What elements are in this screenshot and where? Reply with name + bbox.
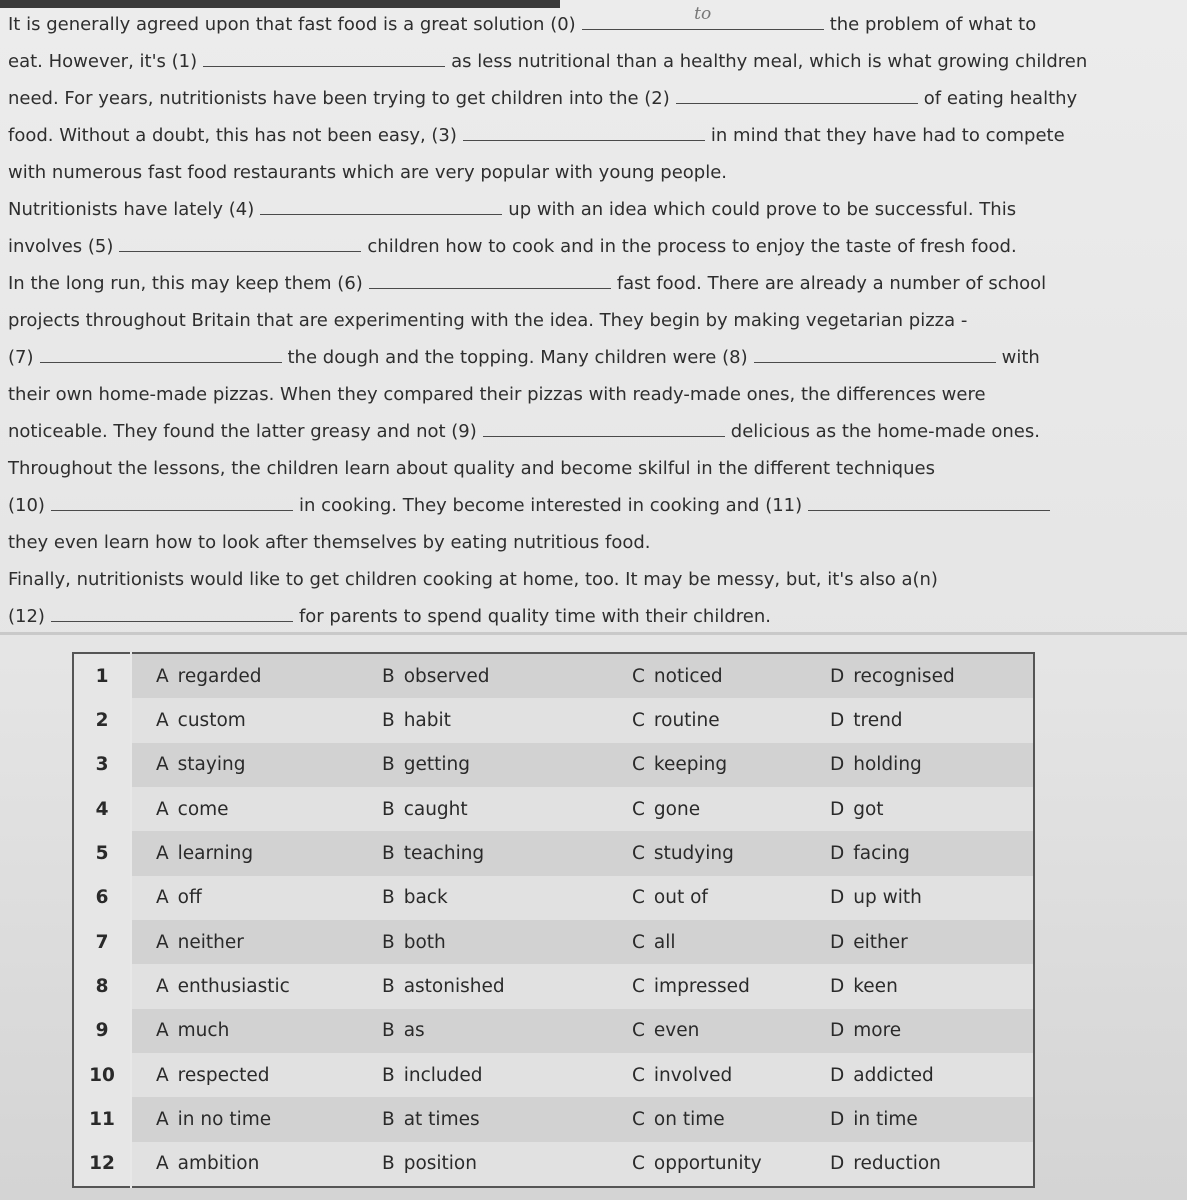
choice-word: holding [853,754,922,776]
choice-letter: D [830,887,845,909]
choice-letter: A [156,1020,169,1042]
choice-word: on time [653,1108,725,1130]
passage-text: of eating healthy [923,88,1078,109]
answer-blank[interactable] [463,122,705,141]
answer-choice[interactable] [131,1053,358,1097]
answer-choice[interactable] [806,1097,1034,1141]
choice-word: position [403,1153,477,1175]
choice-letter: D [830,798,845,820]
choice-word: out of [653,887,708,909]
question-number: 1 [73,653,131,698]
choice-word: habit [403,709,451,731]
choice-letter: B [382,665,395,687]
answer-blank[interactable] [203,48,445,67]
choice-letter: D [830,842,845,864]
answer-choice[interactable] [358,920,608,964]
choice-letter: A [156,1064,169,1086]
passage-text: as less nutritional than a healthy meal, which is what growing children [451,51,1088,72]
passage-line [8,380,986,410]
choice-letter: B [382,1153,395,1175]
question-number: 4 [73,787,131,831]
choice-word: impressed [653,975,750,997]
choice-word: opportunity [653,1153,762,1175]
passage-text: Throughout the lessons, the children learn about quality and become skilful in the different techniques [8,458,935,479]
answer-choice[interactable] [358,743,608,787]
choice-word: even [653,1020,700,1042]
question-number: 2 [73,698,131,742]
choice-letter: C [632,842,645,864]
choice-word: learning [177,842,254,864]
passage-text: (10) [8,495,45,516]
passage-line [8,417,1040,447]
answer-choice[interactable] [131,1009,358,1053]
option-row [73,1142,1034,1187]
answer-choice[interactable] [608,920,806,964]
choice-letter: A [156,709,169,731]
answer-blank[interactable] [40,344,282,363]
choice-word: gone [653,798,701,820]
choice-word: noticed [653,665,723,687]
choice-letter: A [156,975,169,997]
passage-line [8,47,1087,77]
answer-blank[interactable] [51,492,293,511]
answer-choice[interactable] [608,698,806,742]
option-row [73,1009,1034,1053]
choice-word: enthusiastic [177,975,290,997]
option-row [73,920,1034,964]
passage-text: need. For years, nutritionists have been trying to get children into the (2) [8,88,670,109]
choice-letter: D [830,931,845,953]
answer-choice[interactable] [358,1142,608,1187]
choice-word: as [403,1020,425,1042]
answer-choice[interactable] [806,653,1034,698]
answer-choice[interactable] [806,964,1034,1008]
passage-text: their own home-made pizzas. When they compared their pizzas with ready-made ones, the differences were [8,384,986,405]
answer-blank[interactable] [51,603,293,622]
choice-word: teaching [403,842,485,864]
answer-choice[interactable] [358,876,608,920]
answer-choice[interactable] [131,1142,358,1187]
choice-word: astonished [403,975,505,997]
question-number: 6 [73,876,131,920]
answer-choice[interactable] [608,653,806,698]
answer-choice[interactable] [608,1142,806,1187]
choice-word: in no time [177,1108,272,1130]
option-row [73,1053,1034,1097]
answer-choice[interactable] [358,1009,608,1053]
passage-text: (12) [8,606,45,627]
choice-letter: A [156,842,169,864]
answer-choice[interactable] [806,1009,1034,1053]
answer-choice[interactable] [358,964,608,1008]
passage-text: for parents to spend quality time with their children. [298,606,771,627]
choice-word: caught [403,798,468,820]
answer-choice[interactable] [608,876,806,920]
choice-letter: A [156,887,169,909]
choice-letter: A [156,754,169,776]
passage-line [8,454,935,484]
choice-word: recognised [853,665,955,687]
choice-letter: B [382,1020,395,1042]
choice-word: staying [177,754,246,776]
choice-letter: B [382,709,395,731]
choice-word: in time [853,1108,918,1130]
choice-letter: A [156,1108,169,1130]
passage-text: the dough and the topping. Many children were (8) [287,347,748,368]
choice-word: involved [653,1064,733,1086]
answer-choice[interactable] [806,787,1034,831]
choice-letter: D [830,754,845,776]
passage-text: food. Without a doubt, this has not been easy, (3) [8,125,457,146]
answer-choice[interactable] [608,743,806,787]
passage-text: involves (5) [8,236,114,257]
passage-text: Finally, nutritionists would like to get children cooking at home, too. It may be messy, but, it's also a(n) [8,569,938,590]
passage-text: in cooking. They become interested in cooking and (11) [298,495,803,516]
answer-blank[interactable] [582,4,824,30]
answer-choice[interactable] [131,698,358,742]
section-divider [0,632,1187,635]
choice-word: facing [853,842,910,864]
answer-choice[interactable] [358,1053,608,1097]
question-number: 7 [73,920,131,964]
choice-word: trend [853,709,903,731]
choice-word: included [403,1064,483,1086]
answer-choice[interactable] [806,1142,1034,1187]
choice-letter: C [632,754,645,776]
choice-word: studying [653,842,734,864]
choice-word: regarded [177,665,262,687]
choice-letter: C [632,709,645,731]
passage-text: noticeable. They found the latter greasy and not (9) [8,421,477,442]
answer-choice[interactable] [608,1009,806,1053]
question-number: 5 [73,831,131,875]
passage-line [8,158,727,188]
choice-letter: B [382,1064,395,1086]
choice-letter: C [632,931,645,953]
question-number: 12 [73,1142,131,1187]
choice-letter: D [830,1153,845,1175]
answer-choice[interactable] [358,831,608,875]
answer-choice[interactable] [806,1053,1034,1097]
choice-letter: A [156,1153,169,1175]
answer-choice[interactable] [131,743,358,787]
choice-letter: C [632,1108,645,1130]
answer-choice[interactable] [806,876,1034,920]
option-row [73,1097,1034,1141]
choice-word: more [853,1020,902,1042]
option-row [73,876,1034,920]
passage-text: In the long run, this may keep them (6) [8,273,363,294]
choice-letter: B [382,975,395,997]
choice-letter: B [382,798,395,820]
choice-word: routine [653,709,720,731]
question-number: 10 [73,1053,131,1097]
passage-text: with [1001,347,1040,368]
passage-text: delicious as the home-made ones. [730,421,1040,442]
choice-letter: C [632,1153,645,1175]
answer-choice[interactable] [131,920,358,964]
answer-choice[interactable] [358,653,608,698]
choice-word: much [177,1020,230,1042]
answer-choice[interactable] [358,787,608,831]
question-number: 11 [73,1097,131,1141]
passage-line [8,121,1065,151]
answer-choice[interactable] [358,698,608,742]
choice-word: at times [403,1108,480,1130]
choice-letter: B [382,754,395,776]
answer-blank[interactable] [676,85,918,104]
passage-text: projects throughout Britain that are experimenting with the idea. They begin by making vegetarian pizza - [8,310,968,331]
answer-options-table [72,652,1035,1188]
choice-word: come [177,798,229,820]
passage-line [8,84,1077,114]
choice-letter: A [156,798,169,820]
choice-word: reduction [853,1153,941,1175]
passage-text: in mind that they have had to compete [710,125,1065,146]
choice-letter: B [382,931,395,953]
question-number: 8 [73,964,131,1008]
choice-letter: C [632,665,645,687]
answer-choice[interactable] [608,831,806,875]
answer-blank[interactable] [369,270,611,289]
answer-blank[interactable] [808,492,1050,511]
passage-text: Nutritionists have lately (4) [8,199,255,220]
choice-word: keen [853,975,898,997]
passage-text: children how to cook and in the process to enjoy the taste of fresh food. [367,236,1017,257]
example-answer: to [694,4,712,24]
passage-line [8,4,1037,40]
answer-blank[interactable] [754,344,996,363]
choice-letter: D [830,1020,845,1042]
answer-choice[interactable] [608,1097,806,1141]
choice-word: got [853,798,884,820]
choice-word: getting [403,754,470,776]
passage-line [8,602,771,632]
answer-choice[interactable] [806,743,1034,787]
passage-line [8,565,938,595]
choice-word: addicted [853,1064,934,1086]
passage-text: with numerous fast food restaurants which are very popular with young people. [8,162,728,183]
choice-letter: B [382,887,395,909]
choice-word: observed [403,665,490,687]
passage-text: (7) [8,347,34,368]
passage-line [8,232,1017,262]
choice-letter: D [830,665,845,687]
answer-choice[interactable] [608,964,806,1008]
question-number: 9 [73,1009,131,1053]
answer-blank[interactable] [260,196,502,215]
passage-text: It is generally agreed upon that fast food is a great solution (0) [8,14,576,35]
choice-word: custom [177,709,246,731]
choice-letter: C [632,798,645,820]
question-number: 3 [73,743,131,787]
choice-word: ambition [177,1153,260,1175]
choice-word: keeping [653,754,728,776]
answer-blank[interactable] [119,233,361,252]
passage-line [8,491,1056,521]
answer-choice[interactable] [358,1097,608,1141]
option-row [73,743,1034,787]
passage-line [8,306,967,336]
choice-letter: A [156,931,169,953]
answer-choice[interactable] [131,831,358,875]
choice-word: neither [177,931,244,953]
choice-word: up with [853,887,922,909]
option-row [73,653,1034,698]
answer-choice[interactable] [608,1053,806,1097]
answer-choice[interactable] [131,876,358,920]
answer-choice[interactable] [131,653,358,698]
answer-choice[interactable] [131,1097,358,1141]
answer-choice[interactable] [806,920,1034,964]
passage-text: eat. However, it's (1) [8,51,198,72]
choice-word: respected [177,1064,270,1086]
passage-line [8,195,1016,225]
passage-text: the problem of what to [829,14,1037,35]
choice-letter: D [830,709,845,731]
answer-choice[interactable] [806,831,1034,875]
answer-choice[interactable] [131,787,358,831]
choice-word: off [177,887,202,909]
passage-line [8,343,1040,373]
choice-word: back [403,887,448,909]
choice-letter: C [632,1064,645,1086]
choice-letter: D [830,975,845,997]
option-row [73,964,1034,1008]
answer-choice[interactable] [608,787,806,831]
option-row [73,787,1034,831]
choice-letter: B [382,842,395,864]
choice-letter: C [632,1020,645,1042]
passage-line [8,269,1046,299]
choice-letter: A [156,665,169,687]
passage-text: they even learn how to look after themselves by eating nutritious food. [8,532,651,553]
passage-line [8,528,651,558]
answer-blank[interactable] [483,418,725,437]
choice-word: all [653,931,676,953]
passage-text: fast food. There are already a number of school [616,273,1047,294]
choice-letter: D [830,1064,845,1086]
choice-letter: B [382,1108,395,1130]
choice-letter: D [830,1108,845,1130]
choice-word: either [853,931,908,953]
top-bar [0,0,560,8]
passage-text: up with an idea which could prove to be successful. This [508,199,1017,220]
choice-letter: C [632,887,645,909]
choice-letter: C [632,975,645,997]
option-row [73,698,1034,742]
answer-choice[interactable] [806,698,1034,742]
choice-word: both [403,931,446,953]
option-row [73,831,1034,875]
answer-choice[interactable] [131,964,358,1008]
